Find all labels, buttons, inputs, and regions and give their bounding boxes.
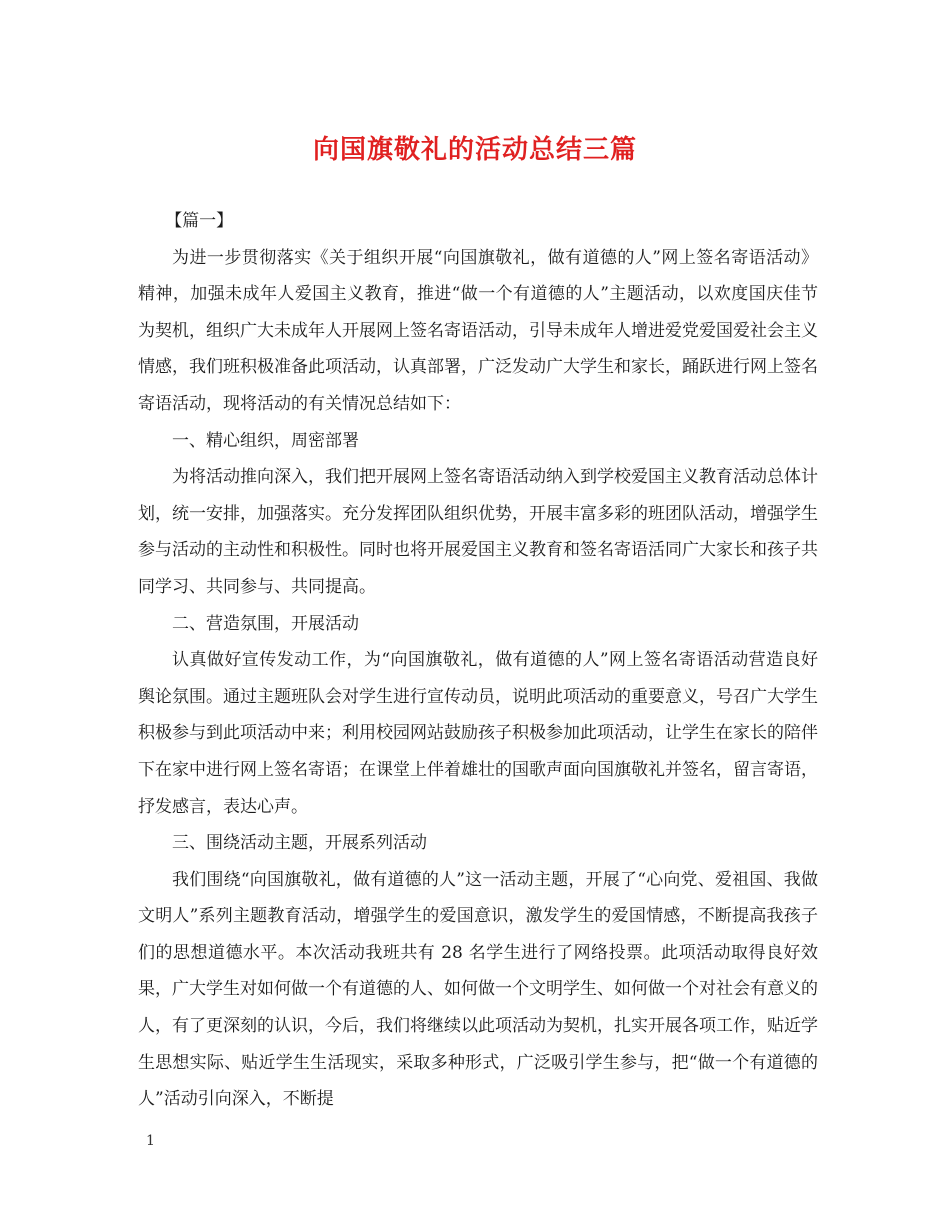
document-title: 向国旗敬礼的活动总结三篇 <box>312 135 637 165</box>
paragraph-intro: 为进一步贯彻落实《关于组织开展“向国旗敬礼，做有道德的人”网上签名寄语活动》精神，加强未成年人爱国主义教育，推进“做一个有道德的人”主题活动，以欢度国庆佳节为契机，组织广大未成年人开展网上签名寄语活动，引导未成年人增进爱党爱国爱社会主义情感，我们班积极准备此项活动，认真部署，广泛发动广大学生和家长，踊跃进行网上签名寄语活动，现将活动的有关情况总结如下： <box>138 247 818 414</box>
section-label: 【篇一】 <box>165 211 234 231</box>
page-number: 1 <box>146 1133 155 1149</box>
paragraph-section-3: 我们围绕“向国旗敬礼，做有道德的人”这一活动主题，开展了“心向党、爱祖国、我做文明人”系列主题教育活动，增强学生的爱国意识，激发学生的爱国情感，不断提高我孩子们的思想道德水平。本次活动我班共有 28 名学生进行了网络投票。此项活动取得良好效果，广大学生对如何做一个有道德的人、如何做一个文明学生、如何做一个对社会有意义的人，有了更深刻的认识，今后，我们将继续以此项活动为契机，扎实开展各项工作，贴近学生思想实际、贴近学生生活现实，采取多种形式，广泛吸引学生参与，把“做一个有道德的人”活动引向深入，不断提 <box>138 869 818 1110</box>
paragraph-section-2: 认真做好宣传发动工作，为“向国旗敬礼，做有道德的人”网上签名寄语活动营造良好舆论氛围。通过主题班队会对学生进行宣传动员，说明此项活动的重要意义，号召广大学生积极参与到此项活动中来；利用校园网站鼓励孩子积极参加此项活动，让学生在家长的陪伴下在家中进行网上签名寄语；在课堂上伴着雄壮的国歌声面向国旗敬礼并签名，留言寄语，抒发感言，表达心声。 <box>138 650 818 817</box>
paragraph-section-1: 为将活动推向深入，我们把开展网上签名寄语活动纳入到学校爱国主义教育活动总体计划，统一安排，加强落实。充分发挥团队组织优势，开展丰富多彩的班团队活动，增强学生参与活动的主动性和积极性。同时也将开展爱国主义教育和签名寄语活同广大家长和孩子共同学习、共同参与、共同提高。 <box>138 467 818 597</box>
document-body <box>138 203 818 1118</box>
heading-section-2: 二、营造氛围，开展活动 <box>172 613 359 634</box>
heading-section-1: 一、精心组织，周密部署 <box>172 430 359 451</box>
heading-section-3: 三、围绕活动主题，开展系列活动 <box>172 833 427 854</box>
